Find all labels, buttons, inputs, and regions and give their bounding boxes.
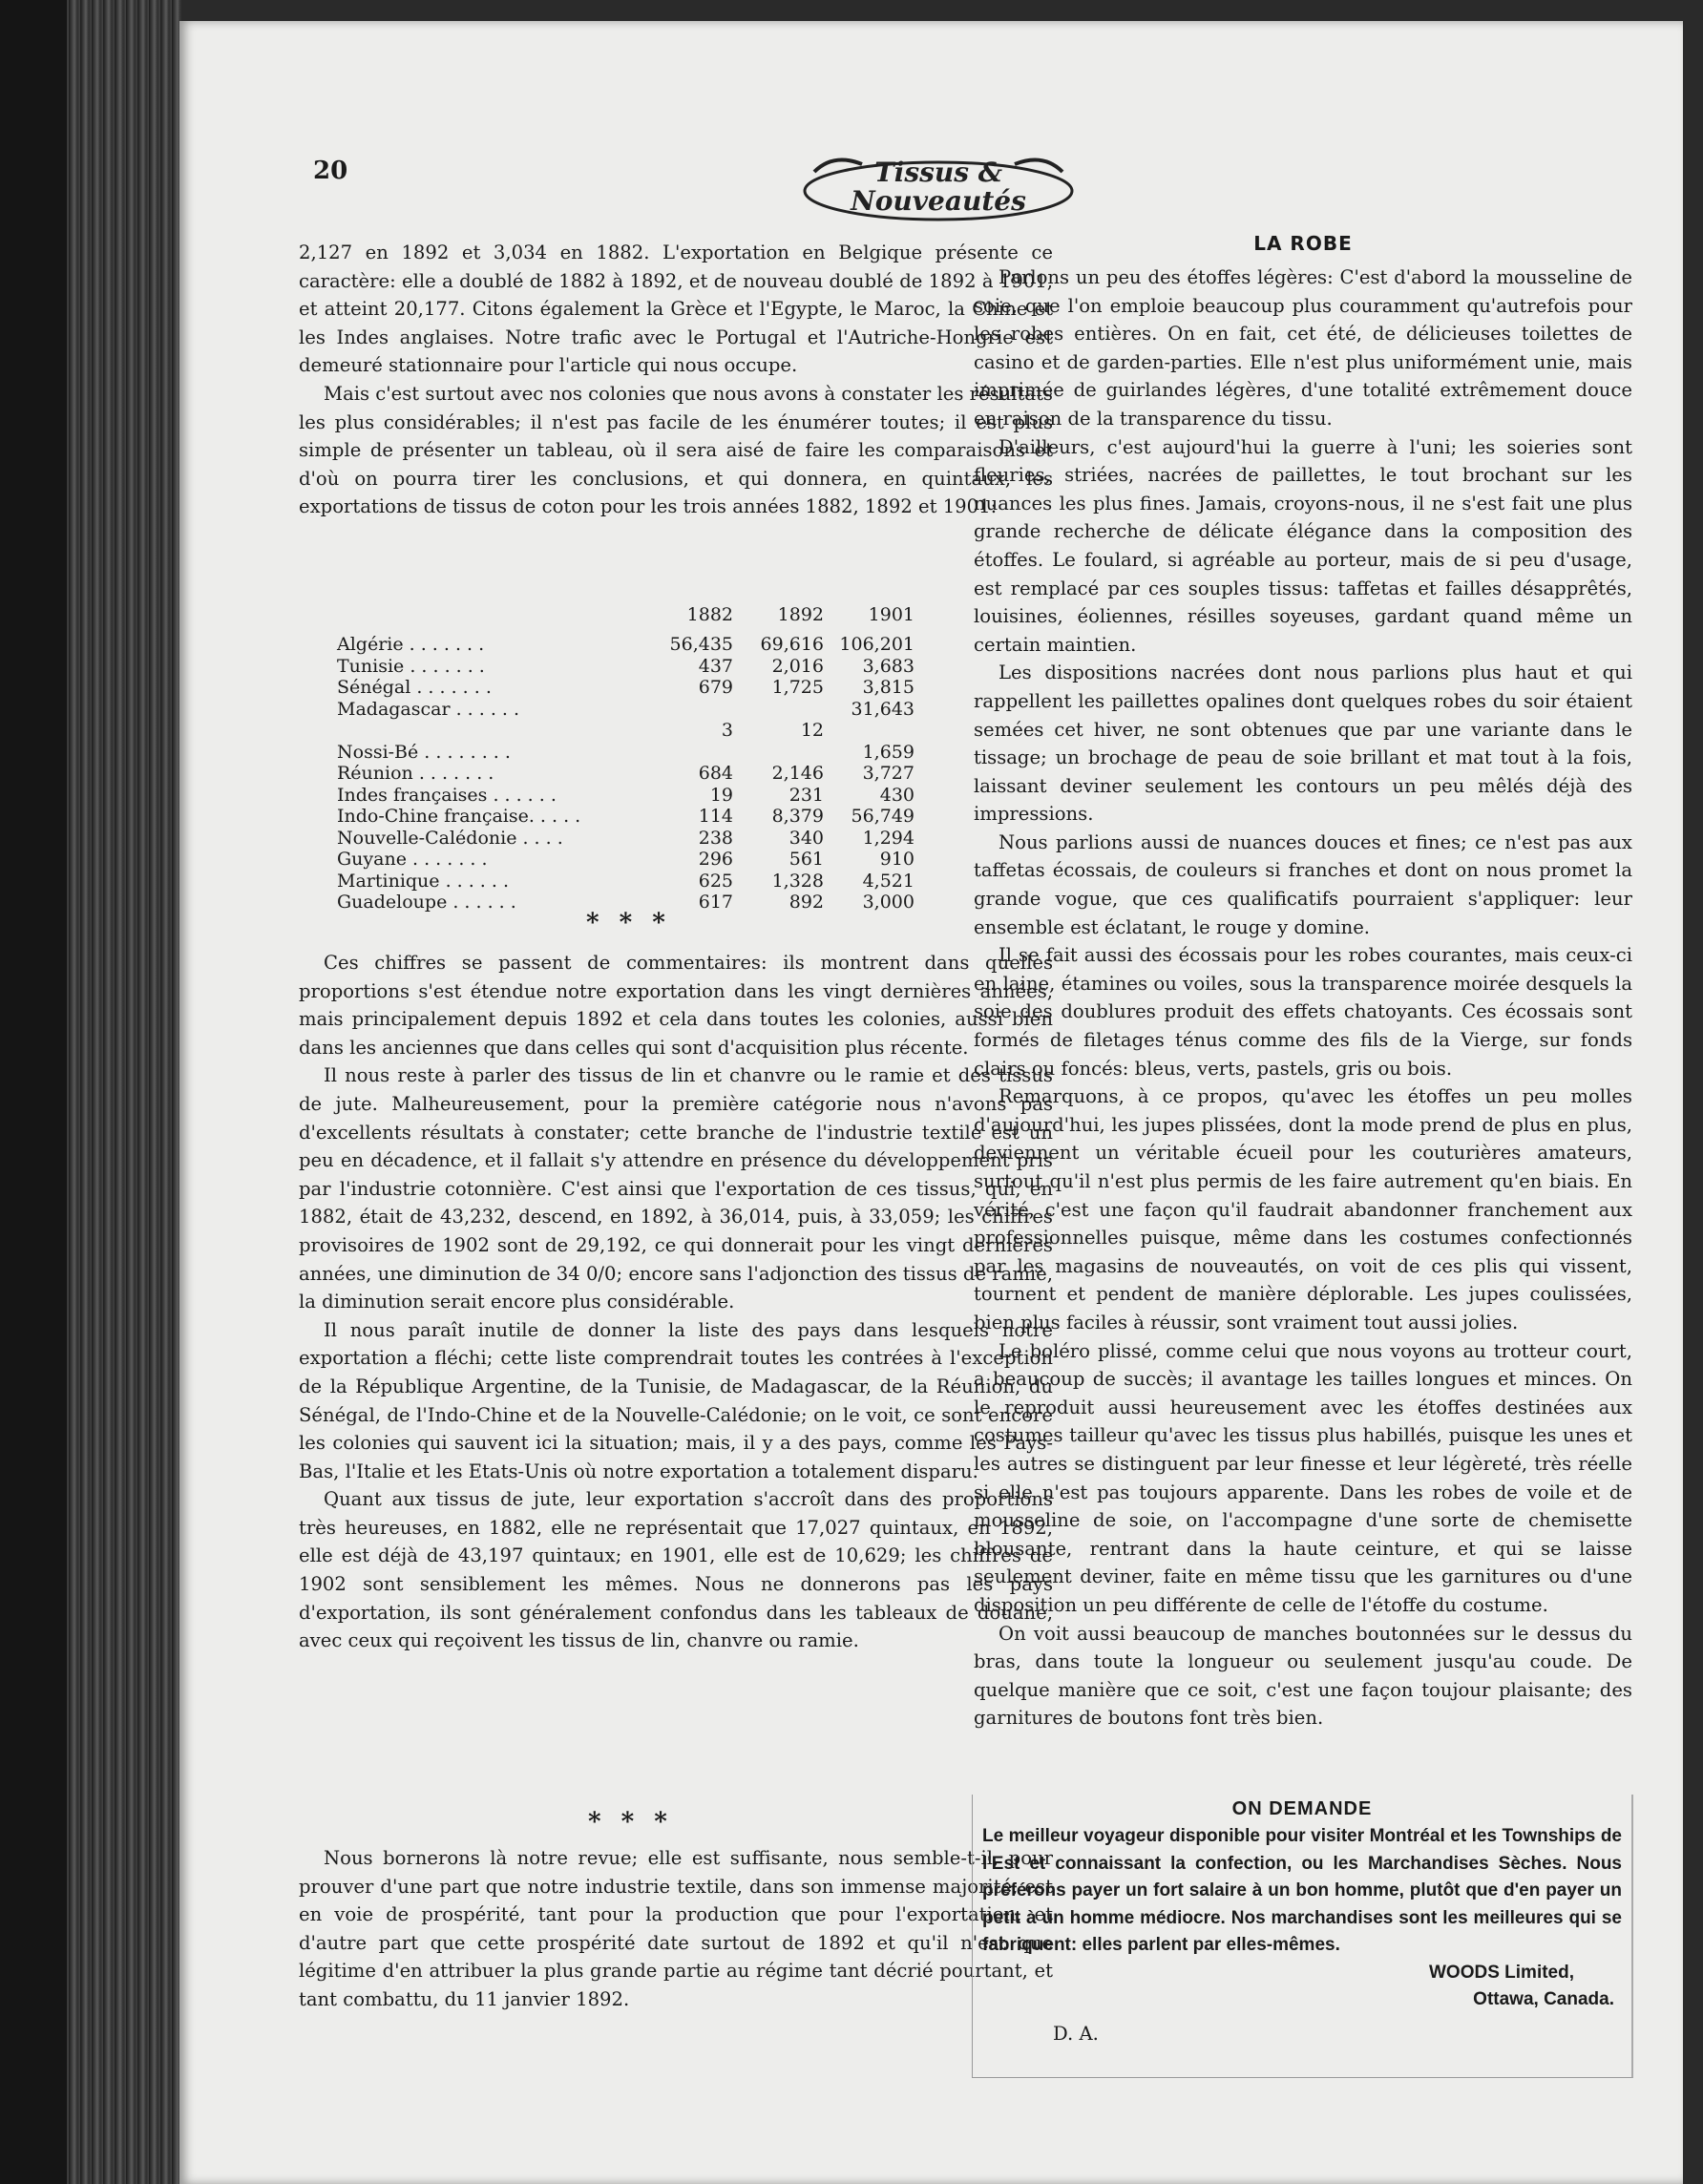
left-paragraph-7: Nous bornerons là notre revue; elle est suffisante, nous semble-t-il, pour prouver d'une part que notre industrie textile, dans son immense majorité, est en voie de prospérité, tant pour la production que pour l'exportation, et d'autre part que cette prospérité date surtout de 1892 et qu'il n'est que légitime d'en attribuer la plus grande partie au régime tant décrié pourtant, et tant combattu, du 11 janvier 1892. xyxy=(299,1847,1053,2010)
svg-text:Tissus &: Tissus & xyxy=(873,157,1003,188)
right-paragraph-4: Nous parlions aussi de nuances douces et fines; ce n'est pas aux taffetas écossais, de couleurs si franches et dont on nous promet la grande vogue, que ces qualificatifs pourraient s'appliquer: leur ensemble est éclatant, le rouge y domine. xyxy=(974,830,1632,938)
table-row: Sénégal . . . . . . . 679 1,725 3,815 xyxy=(337,677,915,698)
ad-title: ON DEMANDE xyxy=(1231,1798,1373,1819)
page-number: 20 xyxy=(313,157,348,185)
export-table xyxy=(337,596,915,914)
right-paragraph-7: Le boléro plissé, comme celui que nous voyons au trotteur court, a beaucoup de succès; il avantage les tailles longues et minces. On le reproduit aussi heureusement avec les étoffes destinées aux costumes tailleur qu'avec les tissus plus habillés, puisque les unes et les autres se distinguent par leur finesse et leur légèreté, très réelle si elle n'est pas toujours apparente. Dans les robes de voile et de mousseline de soie, on l'accompagne d'une sorte de chemisette blousante, rentrant dans la haute ceinture, et qui se laisse seulement deviner, faite en même tissu que les garnitures ou d'une disposition un peu différente de celle de l'étoffe du costume. xyxy=(974,1339,1632,1616)
right-paragraph-1: Parlons un peu des étoffes légères: C'est d'abord la mousseline de soie, que l'on emploie beaucoup plus couramment qu'autrefois pour les robes entières. On en fait, cet été, de délicieuses toilettes de casino et de garden-parties. Elle n'est plus uniformément unie, mais imprimée de guirlandes légères, d'une totalité extrêmement douce en raison de la transparence du tissu. xyxy=(974,266,1632,430)
left-paragraph-3: Ces chiffres se passent de commentaires: ils montrent dans quelles proportions s'est étendue notre exportation dans les vingt dernières années, mais principalement depuis 1892 et cela dans toutes les colonies, aussi bien dans les anciennes que dans celles qui sont d'acquisition plus récente. xyxy=(299,952,1053,1059)
ad-text: Le meilleur voyageur disponible pour visiter Montréal et les Townships de l'Est et connaissant la confection, ou les Marchandises Sèches. Nous préférons payer un fort salaire à un bon homme, plutôt que d'en payer un petit à un homme médiocre. Nos marchandises sont les meilleures qui se fabriquent: elles parlent par elles-mêmes. xyxy=(982,1826,1622,1956)
left-column xyxy=(299,239,1053,521)
masthead-logo xyxy=(795,143,1082,227)
classified-ad xyxy=(972,1795,1633,2078)
header-1901: 1901 xyxy=(868,604,915,625)
right-paragraph-2: D'ailleurs, c'est aujourd'hui la guerre à l'uni; les soieries sont fleuries, striées, nacrées de paillettes, le tout brochant sur les nuances les plus fines. Jamais, croyons-nous, il ne s'est fait une plus grande recherche de délicate élégance dans la composition des étoffes. Le foulard, si agréable au porteur, mais de si peu d'usage, est remplacé par ces souples tissus: taffetas et failles désapprêtés, louisines, éoliennes, résilles soyeuses, gardant quand même un certain maintien. xyxy=(974,435,1632,656)
left-paragraph-5: Il nous paraît inutile de donner la liste des pays dans lesquels notre exportation a fléchi; cette liste comprendrait toutes les contrées à l'exception de la République Argentine, de la Tunisie, de Madagascar, de la Réunion, du Sénégal, de l'Indo-Chine et de la Nouvelle-Calédonie; on le voit, ce sont encore les colonies qui sauvent ici la situation; mais, il y a des pays, comme les Pays-Bas, l'Italie et les Etats-Unis où notre exportation a totalement disparu. xyxy=(299,1318,1053,1482)
table-row: Tunisie . . . . . . . 437 2,016 3,683 xyxy=(337,655,915,677)
table-header-row xyxy=(337,596,915,634)
table-row: Nossi-Bé . . . . . . . . 1,659 xyxy=(337,741,915,763)
svg-text:Nouveautés: Nouveautés xyxy=(851,185,1026,217)
table-row: Indes françaises . . . . . . 19 231 430 xyxy=(337,784,915,806)
section-separator-2: * * * xyxy=(588,1808,673,1837)
table-row: Guadeloupe . . . . . . 617 892 3,000 xyxy=(337,892,915,913)
table-row: Indo-Chine française. . . . . 114 8,379 56,749 xyxy=(337,806,915,827)
left-paragraph-4: Il nous reste à parler des tissus de lin et chanvre ou le ramie et des tissus de jute. Malheureusement, pour la première catégorie nous n'avons pas d'excellents résultats à constater; cette branche de l'industrie textile est un peu en décadence, et il fallait s'y attendre en présence du développement pris par l'industrie cotonnière. C'est ainsi que l'exportation de ces tissus, qui, en 1882, était de 43,232, descend, en 1892, à 36,014, puis, à 33,059; les chiffres provisoires de 1902 sont de 29,192, ce qui donnerait pour les vingt dernières années, une diminution de 34 0/0; encore sans l'adjonction des tissus de ramie, la diminution serait encore plus considérable. xyxy=(299,1064,1053,1313)
table-row: Guyane . . . . . . . 296 561 910 xyxy=(337,849,915,870)
left-column-lower xyxy=(299,949,1053,1655)
book-edge xyxy=(0,0,67,2184)
table-row: 3 12 xyxy=(721,720,824,741)
ad-city: Ottawa, Canada. xyxy=(1473,1988,1614,2009)
header-1892: 1892 xyxy=(777,604,824,625)
right-paragraph-3: Les dispositions nacrées dont nous parlions plus haut et qui rappellent les paillettes opalines dont quelques robes du soir étaient semées cet hiver, ne sont obtenues que par une variante dans le tissage; un brochage de peau de soie brillant et mat tout à la fois, laissant deviner seulement les contours un peu mêlés déjà des impressions. xyxy=(974,662,1632,826)
right-column xyxy=(974,227,1632,1732)
left-paragraph-6: Quant aux tissus de jute, leur exportation s'accroît dans des proportions très heureuses, en 1882, elle ne représentait que 17,027 quintaux, en 1892, elle est déjà de 43,197 quintaux; en 1901, elle est de 10,629; les chiffres de 1902 sont sensiblement les mêmes. Nous ne donnerons pas les pays d'exportation, ils sont généralement confondus dans les tableaux de douane, avec ceux qui reçoivent les tissus de lin, chanvre ou ramie. xyxy=(299,1488,1053,1652)
author-signature: D. A. xyxy=(1053,2023,1099,2045)
right-paragraph-8: On voit aussi beaucoup de manches boutonnées sur le dessus du bras, dans toute la longueur ou seulement jusqu'au coude. De quelque manière que ce soit, c'est une façon toujour plaisante; des garnitures de boutons font très bien. xyxy=(974,1622,1632,1730)
table-row: Martinique . . . . . . 625 1,328 4,521 xyxy=(337,870,915,892)
table-row: Madagascar . . . . . . 31,643 xyxy=(337,698,915,720)
right-paragraph-6: Remarquons, à ce propos, qu'avec les étoffes un peu molles d'aujourd'hui, les jupes plissées, dont la mode prend de plus en plus, deviennent un véritable écueil pour les couturières amateurs, surtout qu'il n'est plus permis de les faire autrement qu'en biais. En vérité, c'est une façon qu'il faudrait abandonner franchement aux professionnelles puisque, même dans les costumes confectionnés par les magasins de nouveautés, on voit de ces plis qui vissent, tournent et pendent de manière déplorable. Les jupes coulissées, bien plus faciles à réussir, sont vraiment tout aussi jolies. xyxy=(974,1085,1632,1334)
table-row: Nouvelle-Calédonie . . . . 238 340 1,294 xyxy=(337,827,915,849)
left-paragraph-2: Mais c'est surtout avec nos colonies que nous avons à constater les résultats les plus considérables; il n'est pas facile de les énumérer toutes; il est plus simple de présenter un tableau, où il sera aisé de faire les comparaisons et d'où on pourra tirer les conclusions, et qui donnera, en quintaux, les exportations de tissus de coton pour les trois années 1882, 1892 et 1901: xyxy=(299,382,1053,518)
section-separator-1: * * * xyxy=(586,909,671,937)
right-paragraph-5: Il se fait aussi des écossais pour les robes courantes, mais ceux-ci en laine, étamines ou voiles, sous la transparence moirée desquels la soie des doublures produit des effets chatoyants. Ces écossais sont formés de filetages ténus comme des fils de la Vierge, sur fonds clairs ou foncés: bleus, verts, pastels, gris ou bois. xyxy=(974,944,1632,1080)
page xyxy=(179,21,1683,2184)
table-row: Réunion . . . . . . . 684 2,146 3,727 xyxy=(337,763,915,784)
article-title: LA ROBE xyxy=(1253,232,1353,255)
left-paragraph-1: 2,127 en 1892 et 3,034 en 1882. L'exportation en Belgique présente ce caractère: elle a doublé de 1882 à 1892, et de nouveau doublé de 1892 à 1901, et atteint 20,177. Citons également la Grèce et l'Egypte, le Maroc, la Chine et les Indes anglaises. Notre trafic avec le Portugal et l'Autriche-Hongrie est demeuré stationnaire pour l'article qui nous occupe. xyxy=(299,242,1053,377)
header-1882: 1882 xyxy=(686,604,733,625)
left-column-final xyxy=(299,1844,1053,2014)
table-row: Algérie . . . . . . . 56,435 69,616 106,201 xyxy=(337,634,915,655)
ad-company: WOODS Limited, xyxy=(1429,1962,1574,1983)
